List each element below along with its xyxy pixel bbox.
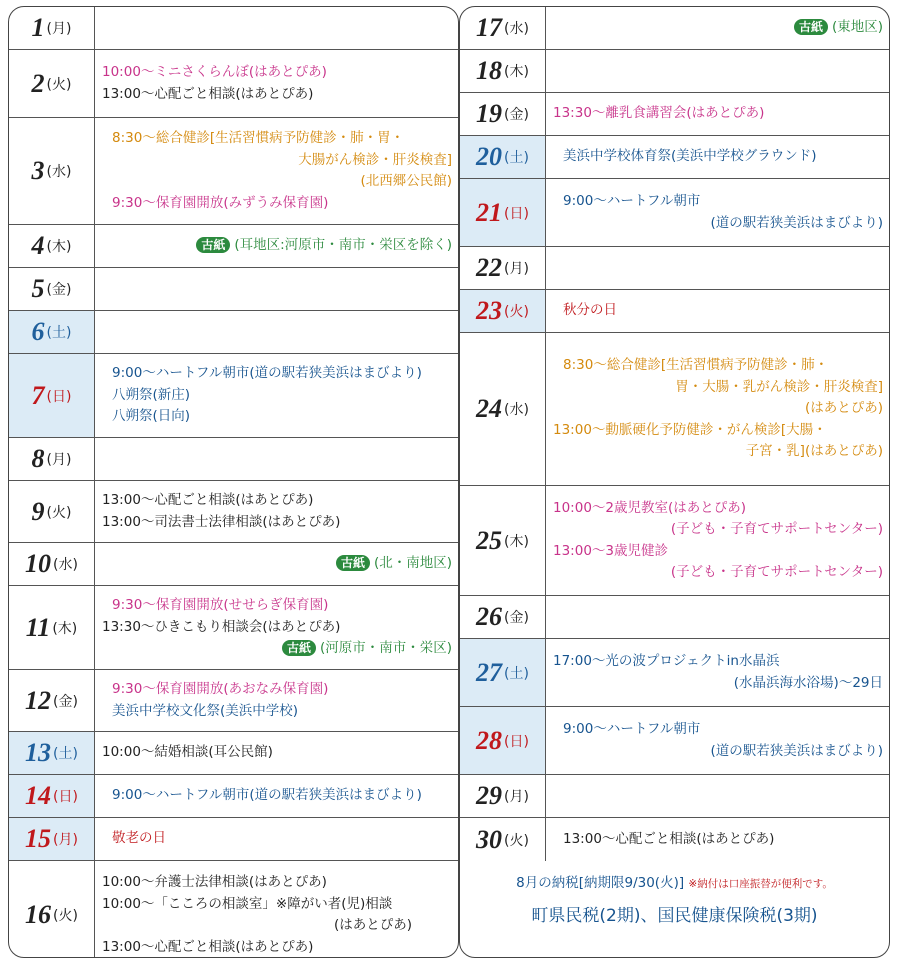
weekday-label: (水) (504, 21, 529, 37)
date-cell (9, 775, 95, 817)
day-number: 23 (476, 296, 503, 325)
event-text: 9:30〜保育園開放(みずうみ保育園) (112, 194, 329, 211)
waste-paper-collection (102, 638, 452, 660)
weekday-label: (水) (53, 557, 78, 573)
event-line (553, 441, 883, 463)
right-day-list (460, 7, 889, 861)
event-text: 9:00〜ハートフル朝市 (563, 193, 701, 209)
event-text: (北西郷公民館) (360, 173, 452, 189)
event-line (553, 377, 883, 399)
day-number: 19 (476, 99, 503, 128)
event-text: 13:30〜離乳食講習会(はあとぴあ) (553, 105, 765, 122)
event-text: 胃・大腸・乳がん検診・肝炎検査] (675, 378, 883, 395)
event-text: (はあとぴあ) (804, 400, 883, 417)
event-text: 13:30〜ひきこもり相談会(はあとぴあ) (102, 618, 341, 635)
left-day-list (9, 7, 458, 958)
day-number: 3 (31, 156, 45, 185)
event-text: 秋分の日 (563, 302, 617, 319)
event-line (553, 146, 883, 168)
day-number: 25 (476, 525, 503, 555)
event-text: 美浜中学校体育祭(美浜中学校グラウンド) (563, 148, 817, 165)
weekday-label: (木) (504, 64, 529, 80)
date-cell (9, 670, 95, 731)
weekday-label: (金) (53, 693, 78, 710)
day-number: 15 (25, 824, 52, 853)
day-row (460, 596, 889, 639)
day-row (9, 543, 458, 586)
event-line (102, 62, 452, 84)
events-cell (96, 543, 458, 585)
day-row (460, 639, 889, 707)
event-line (102, 193, 452, 215)
day-number: 12 (25, 685, 52, 715)
events-cell (96, 775, 458, 817)
event-text: 八朔祭(日向) (112, 408, 191, 425)
date-cell (460, 486, 546, 595)
weekday-label: (水) (504, 402, 529, 418)
day-number: 2 (31, 68, 45, 98)
day-number: 28 (476, 725, 503, 755)
date-cell (460, 7, 546, 49)
event-line (553, 191, 883, 213)
date-cell (9, 732, 95, 774)
day-number: 4 (31, 231, 45, 260)
event-line (102, 84, 452, 106)
day-row (9, 438, 458, 481)
event-text: (子ども・子育てサポートセンター) (670, 564, 883, 580)
date-cell (460, 290, 546, 332)
event-text: 大腸がん検診・肝炎検査] (298, 151, 452, 168)
events-cell (96, 481, 458, 542)
date-cell (460, 775, 546, 817)
event-text: 13:00〜動脈硬化予防健診・がん検診[大腸・ (553, 421, 827, 438)
event-line (102, 150, 452, 172)
day-row (9, 481, 458, 543)
event-line (553, 398, 883, 420)
event-text: 13:00〜心配ごと相談(はあとぴあ) (102, 492, 314, 508)
event-text: 10:00〜「こころの相談室」※障がい者(児)相談 (102, 895, 393, 912)
events-cell (547, 639, 889, 706)
event-text: 9:30〜保育園開放(せせらぎ保育園) (112, 597, 329, 614)
date-cell (9, 268, 95, 310)
weekday-label: (月) (504, 261, 529, 277)
date-cell (460, 596, 546, 638)
date-cell (9, 586, 95, 669)
day-number: 9 (31, 496, 45, 526)
event-text: 10:00〜2歳児教室(はあとぴあ) (553, 499, 747, 516)
event-line (553, 355, 883, 377)
event-line (553, 420, 883, 442)
event-line (102, 679, 452, 701)
day-row (9, 268, 458, 311)
day-row (9, 118, 458, 225)
event-line (102, 363, 452, 385)
events-cell (547, 707, 889, 774)
event-line (553, 651, 883, 673)
day-row (9, 50, 458, 118)
events-cell (547, 290, 889, 332)
events-cell (547, 486, 889, 595)
event-line (102, 701, 452, 723)
day-row (9, 861, 458, 958)
weekday-label: (土) (53, 746, 78, 762)
event-line (102, 785, 452, 807)
day-row (460, 247, 889, 290)
day-number: 7 (31, 380, 45, 410)
event-text: 8:30〜総合健診[生活習慣病予防健診・肺・胃・ (112, 130, 405, 146)
event-line (553, 541, 883, 563)
day-number: 30 (476, 824, 503, 854)
day-number: 5 (31, 274, 45, 303)
day-number: 20 (476, 142, 503, 171)
event-text: 13:00〜司法書士法律相談(はあとぴあ) (102, 513, 341, 530)
event-line (102, 828, 452, 850)
day-row (460, 333, 889, 486)
weekday-label: (金) (46, 282, 72, 298)
date-cell (9, 225, 95, 267)
event-text: (道の駅若狭美浜はまびより) (710, 214, 883, 231)
event-text: 9:00〜ハートフル朝市(道の駅若狭美浜はまびより) (112, 365, 422, 382)
day-row (9, 670, 458, 732)
date-cell (9, 354, 95, 437)
event-text: 10:00〜ミニさくらんぼ(はあとぴあ) (102, 64, 327, 80)
date-cell (460, 639, 546, 706)
events-cell (96, 438, 458, 480)
event-text: 9:30〜保育園開放(あおなみ保育園) (112, 681, 329, 697)
event-text: 10:00〜弁護士法律相談(はあとぴあ) (102, 874, 327, 890)
event-text: 八朔祭(新庄) (112, 386, 191, 403)
left-calendar-column (8, 6, 459, 958)
weekday-label: (日) (504, 733, 529, 750)
event-text: 13:00〜3歳児健診 (553, 542, 668, 559)
events-cell (547, 247, 889, 289)
day-number: 14 (25, 781, 52, 810)
weekday-label: (金) (504, 610, 529, 626)
weekday-label: (火) (504, 832, 529, 849)
date-cell (460, 707, 546, 774)
event-line (102, 385, 452, 407)
date-cell (460, 93, 546, 135)
day-row (460, 707, 889, 775)
tax-notice-line1 (516, 871, 833, 891)
tax-notice-line2: 町県民税(2期)、国民健康保険税(3期) (531, 905, 818, 926)
events-cell (547, 50, 889, 92)
tax-deadline-text: 8月の納税[納期限9/30(火)] (516, 874, 685, 891)
event-line (102, 894, 452, 916)
events-cell (96, 818, 458, 860)
event-line (102, 915, 452, 937)
event-text: 13:00〜心配ごと相談(はあとぴあ) (102, 85, 314, 102)
event-text: (東地区) (831, 19, 883, 36)
weekday-label: (月) (504, 789, 529, 805)
events-cell (96, 670, 458, 731)
day-row (460, 775, 889, 818)
event-line (102, 595, 452, 617)
events-cell (96, 225, 458, 267)
waste-paper-collection (102, 235, 452, 257)
day-row (9, 7, 458, 50)
date-cell (460, 247, 546, 289)
event-text: (耳地区:河原市・南市・栄区を除く) (234, 237, 452, 254)
day-row (460, 486, 889, 596)
events-cell (547, 179, 889, 246)
weekday-label: (土) (504, 150, 529, 166)
waste-paper-badge: 古紙 (336, 555, 370, 571)
day-number: 21 (476, 197, 503, 227)
event-text: 13:00〜心配ごと相談(はあとぴあ) (563, 830, 775, 847)
weekday-label: (月) (46, 21, 72, 37)
event-text: (水晶浜海水浴場)〜29日 (733, 674, 883, 691)
event-text: (はあとぴあ) (333, 917, 412, 933)
day-row (460, 179, 889, 247)
weekday-label: (水) (46, 164, 72, 180)
event-text: (子ども・子育てサポートセンター) (670, 521, 883, 537)
tax-note: ※納付は口座振替が便利です。 (688, 877, 833, 890)
event-line (553, 300, 883, 322)
day-number: 10 (25, 549, 52, 578)
date-cell (460, 179, 546, 246)
events-cell (547, 333, 889, 485)
day-row (9, 818, 458, 861)
weekday-label: (日) (46, 388, 72, 405)
event-line (553, 498, 883, 520)
weekday-label: (火) (46, 76, 72, 93)
events-cell (96, 311, 458, 353)
events-cell (96, 118, 458, 224)
day-number: 16 (25, 900, 52, 929)
event-text: (北・南地区) (373, 555, 452, 572)
date-cell (460, 50, 546, 92)
event-text: 美浜中学校文化祭(美浜中学校) (112, 702, 299, 719)
event-line (102, 617, 452, 639)
day-row (9, 586, 458, 670)
day-number: 18 (476, 56, 503, 85)
day-number: 26 (476, 602, 503, 631)
date-cell (460, 333, 546, 485)
event-line (102, 128, 452, 150)
day-row (9, 311, 458, 354)
events-cell (547, 7, 889, 49)
event-text: 敬老の日 (112, 830, 166, 847)
day-number: 27 (476, 657, 503, 687)
event-text: (道の駅若狭美浜はまびより) (710, 742, 883, 759)
event-text: 13:00〜心配ごと相談(はあとぴあ) (102, 938, 314, 955)
weekday-label: (木) (504, 533, 529, 550)
right-calendar-column (459, 6, 890, 958)
weekday-label: (金) (504, 107, 529, 123)
event-line (102, 937, 452, 959)
event-line (553, 519, 883, 541)
events-cell (547, 596, 889, 638)
event-line (553, 562, 883, 584)
day-number: 1 (31, 13, 45, 42)
event-line (102, 742, 452, 764)
events-cell (96, 354, 458, 437)
date-cell (9, 818, 95, 860)
date-cell (9, 861, 95, 958)
event-text: 17:00〜光の波プロジェクトin水晶浜 (553, 653, 780, 669)
day-row (9, 225, 458, 268)
events-cell (96, 7, 458, 49)
date-cell (9, 543, 95, 585)
event-line (553, 719, 883, 741)
date-cell (9, 7, 95, 49)
weekday-label: (月) (46, 452, 72, 468)
events-cell (96, 268, 458, 310)
event-text: 10:00〜結婚相談(耳公民館) (102, 744, 273, 761)
event-line (102, 406, 452, 428)
day-row (460, 290, 889, 333)
date-cell (9, 481, 95, 542)
weekday-label: (火) (53, 908, 78, 924)
day-row (460, 50, 889, 93)
date-cell (460, 136, 546, 178)
event-line (102, 171, 452, 193)
weekday-label: (日) (53, 789, 78, 805)
weekday-label: (木) (46, 239, 72, 255)
date-cell (9, 118, 95, 224)
event-line (553, 741, 883, 763)
events-cell (547, 93, 889, 135)
weekday-label: (火) (46, 504, 72, 521)
date-cell (9, 311, 95, 353)
day-number: 6 (31, 317, 45, 346)
event-line (102, 512, 452, 534)
event-text: 8:30〜総合健診[生活習慣病予防健診・肺・ (563, 357, 829, 374)
day-number: 22 (476, 253, 503, 282)
event-line (553, 673, 883, 695)
date-cell (9, 50, 95, 117)
day-number: 29 (476, 781, 503, 810)
day-row (460, 93, 889, 136)
events-cell (96, 586, 458, 669)
tax-notice (460, 839, 889, 957)
event-line (553, 213, 883, 235)
day-row (9, 775, 458, 818)
day-number: 8 (31, 444, 45, 473)
day-row (9, 354, 458, 438)
event-line (102, 490, 452, 512)
day-row (9, 732, 458, 775)
day-number: 11 (25, 612, 51, 642)
day-row (460, 136, 889, 179)
events-cell (96, 50, 458, 117)
event-line (553, 103, 883, 125)
day-number: 13 (25, 738, 52, 767)
weekday-label: (火) (504, 304, 529, 320)
waste-paper-collection (553, 17, 883, 39)
waste-paper-badge: 古紙 (196, 237, 230, 253)
events-cell (547, 136, 889, 178)
weekday-label: (月) (53, 832, 78, 848)
date-cell (9, 438, 95, 480)
day-row (460, 7, 889, 50)
waste-paper-badge: 古紙 (794, 19, 828, 35)
event-text: 子宮・乳](はあとぴあ) (745, 443, 883, 460)
event-text: 9:00〜ハートフル朝市(道の駅若狭美浜はまびより) (112, 787, 422, 804)
waste-paper-badge: 古紙 (282, 640, 316, 656)
day-number: 17 (476, 13, 503, 42)
event-text: 9:00〜ハートフル朝市 (563, 721, 701, 737)
event-text: (河原市・南市・栄区) (319, 640, 452, 657)
weekday-label: (土) (46, 325, 72, 341)
events-cell (96, 732, 458, 774)
weekday-label: (土) (504, 665, 529, 682)
day-number: 24 (476, 394, 503, 423)
events-cell (96, 861, 458, 958)
event-line (102, 872, 452, 894)
weekday-label: (日) (504, 205, 529, 222)
weekday-label: (木) (52, 620, 78, 637)
events-cell (547, 775, 889, 817)
waste-paper-collection (102, 553, 452, 575)
